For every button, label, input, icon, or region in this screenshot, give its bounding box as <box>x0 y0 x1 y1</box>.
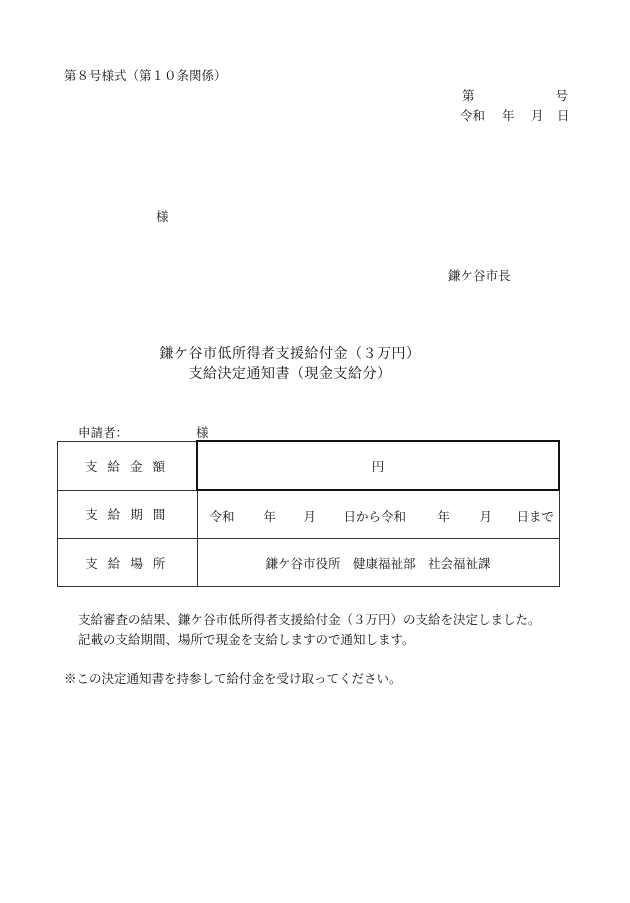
date-month: 月 <box>531 108 544 123</box>
issue-date <box>460 106 570 122</box>
period-end-year: 年 <box>437 509 451 524</box>
period-start-month: 月 <box>303 509 317 524</box>
form-number: 第８号様式（第１０条関係） <box>64 68 227 83</box>
amount-field[interactable]: 円 <box>197 441 559 490</box>
document-title-line1: 鎌ケ谷市低所得者支援給付金（３万円） <box>159 346 421 362</box>
period-start-era: 令和 <box>209 509 235 524</box>
period-start-day: 日から令和 <box>343 509 407 524</box>
period-label: 支給期間 <box>58 490 198 539</box>
date-day: 日 <box>557 108 570 123</box>
payment-info-table <box>57 440 560 587</box>
applicant-honorific: 様 <box>196 425 209 440</box>
body-text-line2: 記載の支給期間、場所で現金を支給しますので通知します。 <box>78 632 415 647</box>
table-row-period <box>58 490 560 539</box>
period-end-month: 月 <box>479 509 493 524</box>
period-start-year: 年 <box>263 509 277 524</box>
location-label: 支給場所 <box>58 539 198 587</box>
body-text-line1: 支給審査の結果、鎌ケ谷市低所得者支援給付金（３万円）の支給を決定しました。 <box>78 612 541 627</box>
note-text: ※この決定通知書を持参して給付金を受け取ってください。 <box>64 671 402 686</box>
period-field[interactable] <box>197 490 559 539</box>
issuer-name: 鎌ケ谷市長 <box>448 268 511 283</box>
document-number <box>462 86 568 102</box>
applicant-label: 申請者： <box>78 425 129 440</box>
recipient-honorific: 様 <box>156 209 169 224</box>
location-value: 鎌ケ谷市役所 健康福祉部 社会福祉課 <box>197 539 559 587</box>
period-end-day: 日まで <box>516 509 555 524</box>
document-title-line2: 支給決定通知書（現金支給分） <box>188 366 392 382</box>
date-era: 令和 <box>460 108 486 123</box>
table-row-amount <box>58 441 560 490</box>
document-number-prefix: 第 <box>462 88 475 103</box>
table-row-location <box>58 539 560 587</box>
document-number-suffix: 号 <box>555 88 568 103</box>
date-year: 年 <box>502 108 515 123</box>
amount-label: 支給金額 <box>58 441 198 490</box>
